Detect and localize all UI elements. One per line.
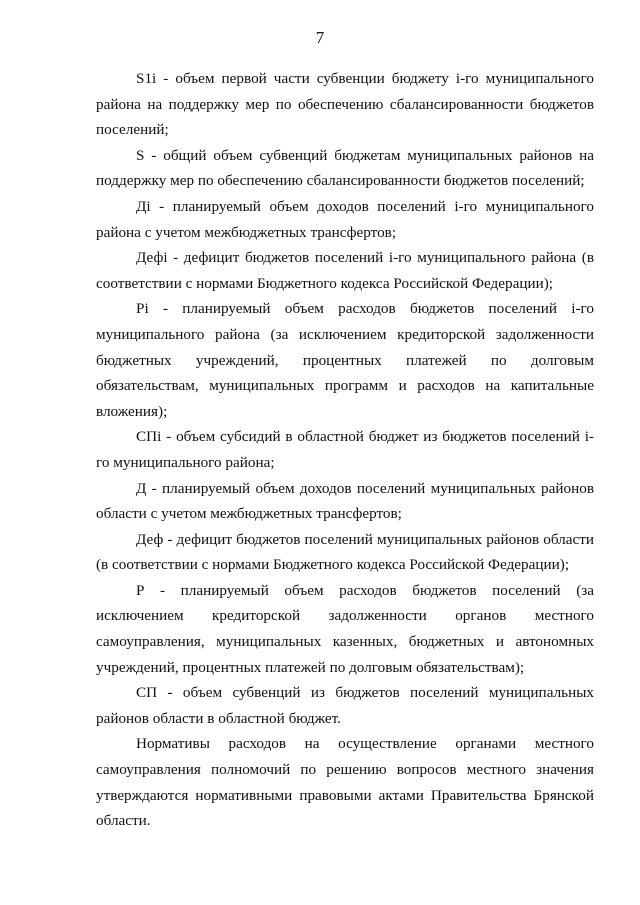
paragraph-s1i-definition: S1i - объем первой части субвенции бюджету i-го муниципального района на поддержку мер по обеспечению сбалансированности бюджетов поселений; xyxy=(96,70,594,139)
paragraph-di-definition: Дi - планируемый объем доходов поселений i-го муниципального района с учетом межбюджетных трансфертов; xyxy=(96,197,594,241)
paragraph-d-definition: Д - планируемый объем доходов поселений муниципальных районов области с учетом межбюджетных трансфертов; xyxy=(96,479,594,523)
paragraph-spending-norms: Нормативы расходов на осуществление органами местного самоуправления полномочий по решению вопросов местного значения утверждаются нормативными правовыми актами Правительства Брянской области. xyxy=(96,735,594,830)
document-body xyxy=(96,66,594,834)
paragraph-ri-definition: Рi - планируемый объем расходов бюджетов поселений i-го муниципального района (за исключением кредиторской задолженности бюджетных учреждений, процентных платежей по долговым обязательствам, муниципальных программ и расходов на капитальные вложения); xyxy=(96,300,594,420)
paragraph-spi-definition: СПi - объем субсидий в областной бюджет из бюджетов поселений i-го муниципального района; xyxy=(96,428,594,471)
paragraph-s-definition: S - общий объем субвенций бюджетам муниципальных районов на поддержку мер по обеспечению сбалансированности бюджетов поселений; xyxy=(96,146,594,190)
paragraph-defi-definition: Дефi - дефицит бюджетов поселений i-го муниципального района (в соответствии с нормами Бюджетного кодекса Российской Федерации); xyxy=(96,249,594,292)
paragraph-def-definition: Деф - дефицит бюджетов поселений муниципальных районов области (в соответствии с нормами Бюджетного кодекса Российской Федерации); xyxy=(96,530,594,574)
paragraph-sp-definition: СП - объем субвенций из бюджетов поселений муниципальных районов области в областной бюджет. xyxy=(96,684,594,727)
paragraph-r-definition: Р - планируемый объем расходов бюджетов поселений (за исключением кредиторской задолженности органов местного самоуправления, муниципальных казенных, бюджетных и автономных учреждений, процентных платежей по долговым обязательствам); xyxy=(96,581,594,676)
page-number: 7 xyxy=(315,28,325,47)
